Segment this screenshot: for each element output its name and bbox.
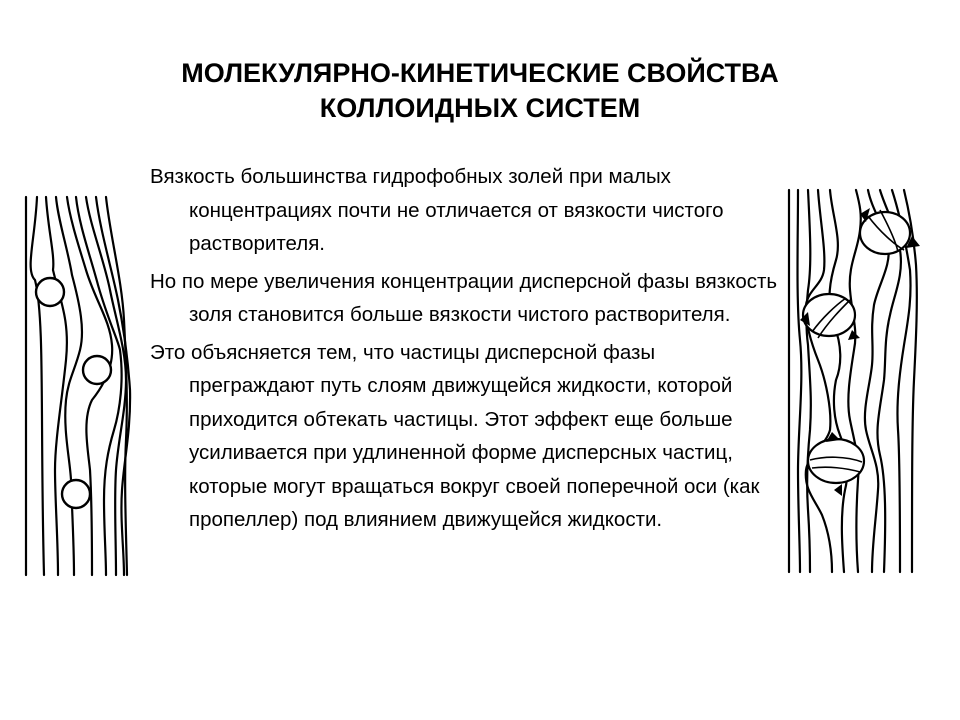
rotation-arrow-icon [848,330,860,340]
streamline [830,190,848,572]
streamline [848,190,860,572]
elongated-particle [808,439,864,483]
streamline [798,190,802,572]
paragraph-2: Но по мере увеличения концентрации дисперсной фазы вязкость золя становится больше вязкости чистого растворителя. [150,269,778,326]
slide-title-line-1: МОЛЕКУЛЯРНО-КИНЕТИЧЕСКИЕ СВОЙСТВА [181,58,779,88]
paragraph-3: Это объясняется тем, что частицы дисперсной фазы преграждают путь слоям движущейся жидкости, которой приходится обтекать частицы. Этот эффект еще больше усиливается при удлиненной форме дисперсных частиц, которые могут вращаться вокруг своей поперечной оси (как пропеллер) под влиянием движущейся жидкости. [150,340,760,531]
elongated-particle [803,294,855,336]
rotation-arrow-icon [834,484,842,496]
slide-title-line-2: КОЛЛОИДНЫХ СИСТЕМ [319,93,641,123]
paragraph-1: Вязкость большинства гидрофобных золей при малых концентрациях почти не отличается от вязкости чистого растворителя. [150,165,724,255]
streamline [807,190,811,572]
